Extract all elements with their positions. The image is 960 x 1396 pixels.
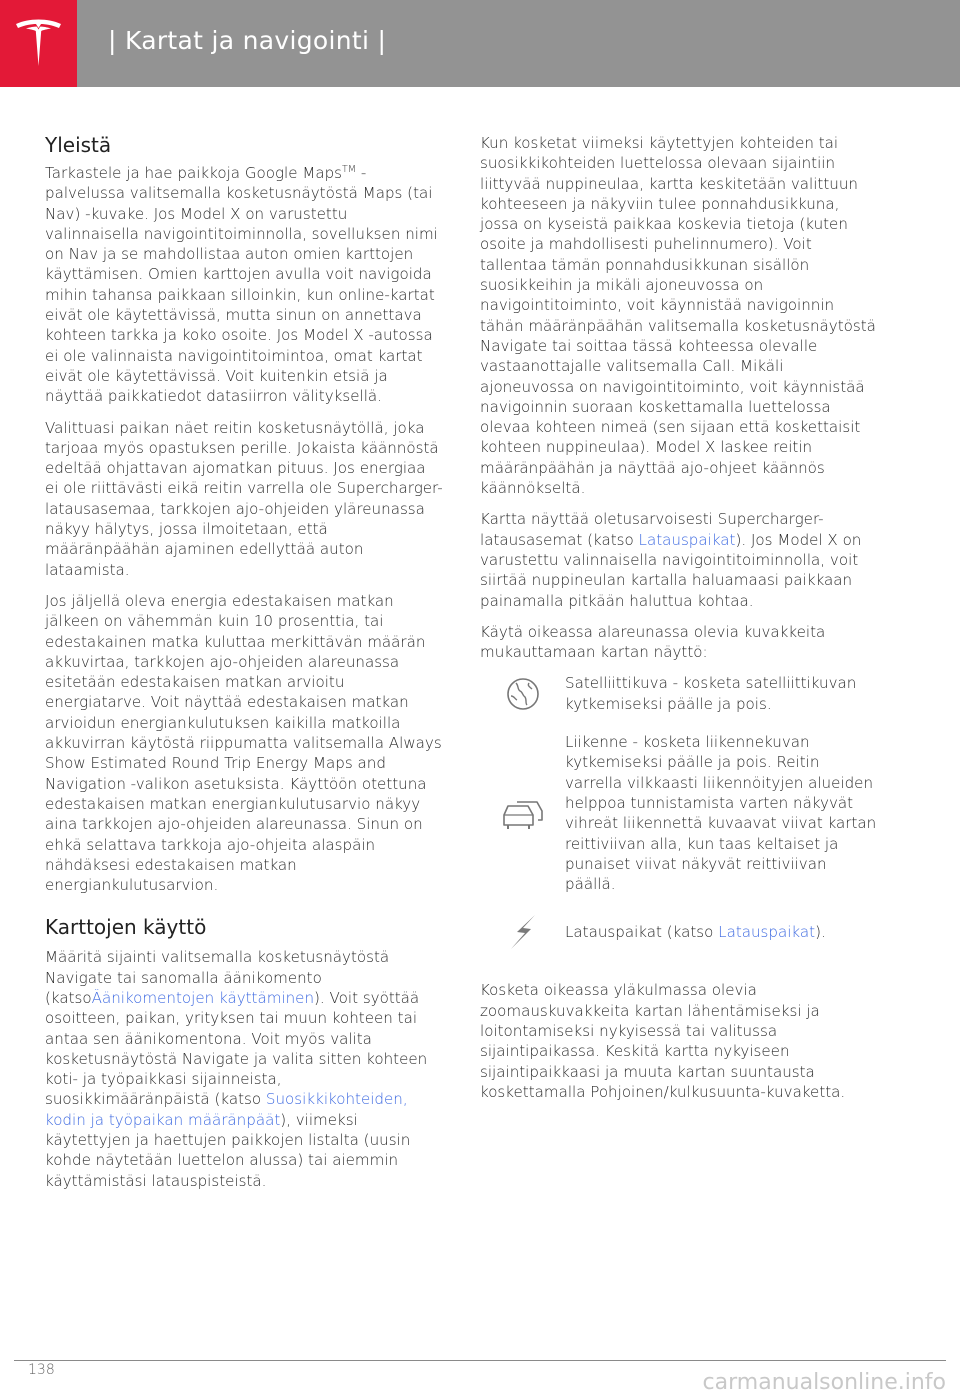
link-voice-commands[interactable]: Äänikomentojen käyttäminen [91, 988, 315, 1007]
link-favorites-destinations[interactable]: Suosikkikohteiden, kodin ja työpaikan määränpäät [45, 1090, 408, 1129]
paragraph: Kosketa oikeassa yläkulmassa olevia zoomauskuvakkeita kartan lähentämiseksi ja loitontamiseksi nykyisessä tai valitussa sijaintipaikassa. Keskitä kartta nykyiseen sijaintipaikkaasi ja muuta kartan suuntausta koskettamalla Pohjoinen/kulkusuunta-kuvaketta. [480, 981, 846, 1101]
right-column [480, 133, 880, 1113]
text-run: Määritä sijainti valitsemalla kosketusnäytöstä Navigate tai sanomalla äänikomento (katso [45, 948, 390, 1007]
tesla-logo-icon [14, 18, 63, 70]
section-title-yleista: Yleistä [45, 133, 112, 157]
map-icon-legend [480, 673, 880, 952]
trademark-mark: TM [342, 163, 357, 175]
text-run: ). Voit syöttää osoitteen, paikan, yrityksen tai muun kohteen tai antaa sen äänikomentona. Voit myös valita kosketusnäytöstä Navigate ja valita sitten kohteen koti- ja työpaikkasi sijainneista, suosikkimääränpäistä (katso [45, 988, 428, 1109]
left-column [45, 133, 443, 1202]
brand-logo-box [0, 0, 77, 87]
link-charging-locations[interactable]: Latauspaikat [638, 530, 736, 549]
text-run: Latauspaikat (katso [565, 923, 719, 942]
legend-row-traffic [480, 732, 880, 894]
text-run: ). Jos Model X on varustettu valinnaisella navigointitoiminnolla, voit siirtää nuppineulan kartalla haluamaasi paikkaan painamalla pitkään haluttua kohtaa. [480, 530, 862, 610]
watermark: carmanualsonline.info [702, 1370, 946, 1395]
paragraph [45, 163, 443, 407]
footer-divider [14, 1360, 946, 1361]
legend-text: Liikenne - kosketa liikennekuvan kytkemiseksi päälle ja pois. Reitin varrella vilkkaasti liikennöityjen alueiden helppoa tunnistamista varten näkyvät vihreät liikennettä kuvaavat viivat kartan reittiviivan alla, kun taas keltaiset ja punaiset viivat näkyvät reittiviivan päällä. [565, 733, 877, 894]
cars-icon [500, 793, 546, 833]
globe-icon [505, 674, 541, 714]
lightning-icon [505, 912, 541, 952]
icon-cell [480, 793, 565, 833]
legend-row-satellite [480, 673, 880, 714]
text-run: Tarkastele ja hae paikkoja Google Maps [45, 164, 343, 182]
text-run: - palvelussa valitsemalla kosketusnäytöstä Maps (tai Nav) -kuvake. Jos Model X on varustettu valinnaisella navigointitoiminnolla, sovelluksen nimi on Nav ja se mahdollistaa auton omien karttojen käyttämisen. Omien karttojen avulla voit navigoida mihin tahansa paikkaan silloinkin, kun online-kartat eivät ole käytettävissä, mutta sinun on annettava kohteen tarkka ja koko osoite. Jos Model X -autossa ei ole valinnaista navigointitoimintoa, omat kartat eivät ole käytettävissä. Voit kuitenkin etsiä ja näyttää paikkatiedot datasiirron välityksellä. [45, 164, 438, 406]
text-run: ). [815, 923, 826, 942]
text-run: ), viimeksi käytettyjen ja haettujen paikkojen listalta (uusin kohde näytetään luettelon alussa) tai aiemmin käyttämistäsi latauspisteistä. [45, 1110, 411, 1190]
link-charging-locations[interactable]: Latauspaikat [718, 923, 816, 942]
paragraph: Käytä oikeassa alareunassa olevia kuvakkeita mukauttamaan kartan näyttö: [480, 622, 826, 662]
page-number: 138 [28, 1362, 55, 1378]
section-title-karttojen-kaytto: Karttojen käyttö [45, 915, 207, 940]
paragraph: Kun kosketat viimeksi käytettyjen kohteiden tai suosikkikohteiden luettelossa olevaan sijaintiin liittyvää nuppineulaa, kartta keskitetään valittuun kohteeseen ja näkyviin tulee ponnahdusikkuna, jossa on kyseistä paikkaa koskevia tietoja (kuten osoite ja mahdollisesti puhelinnumero). Voit tallentaa tämän ponnahdusikkunan sisällön suosikkeihin ja mikäli ajoneuvossa on navigointitoiminto, voit käynnistää navigoinnin tähän määränpäähän valitsemalla kosketusnäytöstä Navigate tai soittaa tässä kohteessa olevalle vastaanottajalle valitsemalla Call. Mikäli ajoneuvossa on navigointitoiminto, voit käynnistää navigoinnin suoraan koskettamalla luettelossa olevaa kohteen nimeä (sen sijaan että koskettaisit kohteen nuppineulaa). Model X laskee reitin määränpäähän ja näyttää ajo-ohjeet käännös käännökseltä. [480, 134, 876, 498]
paragraph: Valittuasi paikan näet reitin kosketusnäytöllä, joka tarjoaa myös opastuksen perille. Jokaista käännöstä edeltää ohjattavan ajomatkan pituus. Jos energiaa ei ole riittävästi eikä reitin varrella ole Supercharger-latausasemaa, tarkkojen ajo-ohjeiden yläreunassa näkyy hälytys, jossa ilmoitetaan, että määränpäähän ajaminen edellyttää auton lataamista. [45, 418, 443, 579]
icon-cell [480, 912, 565, 952]
paragraph [480, 509, 880, 610]
page-header [0, 0, 960, 87]
legend-text: Satelliittikuva - kosketa satelliittikuvan kytkemiseksi päälle ja pois. [565, 674, 857, 713]
icon-cell [480, 674, 565, 714]
legend-row-charging [480, 912, 880, 952]
legend-text [565, 922, 880, 942]
paragraph: Jos jäljellä oleva energia edestakaisen matkan jälkeen on vähemmän kuin 10 prosenttia, tai edestakainen matka kuluttaa merkittävän määrän akkuvirtaa, tarkkojen ajo-ohjeiden alareunassa esitetään edestakaisen matkan arvioitu energiatarve. Voit näyttää edestakaisen matkan arvioidun energiankulutuksen kaikilla matkoilla akkuvirran käytöstä riippumatta valitsemalla Always Show Estimated Round Trip Energy Maps and Navigation -valikon asetuksista. Käyttöön otettuna edestakaisen matkan energiankulutusarvio näkyy aina tarkkojen ajo-ohjeiden alareunassa. Sinun on ehkä selattava tarkkoja ajo-ohjeita alaspäin nähdäksesi edestakaisen matkan energiankulutusarvion. [45, 591, 442, 895]
text-run: Kartta näyttää oletusarvoisesti Supercharger-latausasemat (katso [480, 510, 824, 549]
chapter-title: | Kartat ja navigointi | [108, 26, 387, 55]
paragraph [45, 947, 443, 1191]
